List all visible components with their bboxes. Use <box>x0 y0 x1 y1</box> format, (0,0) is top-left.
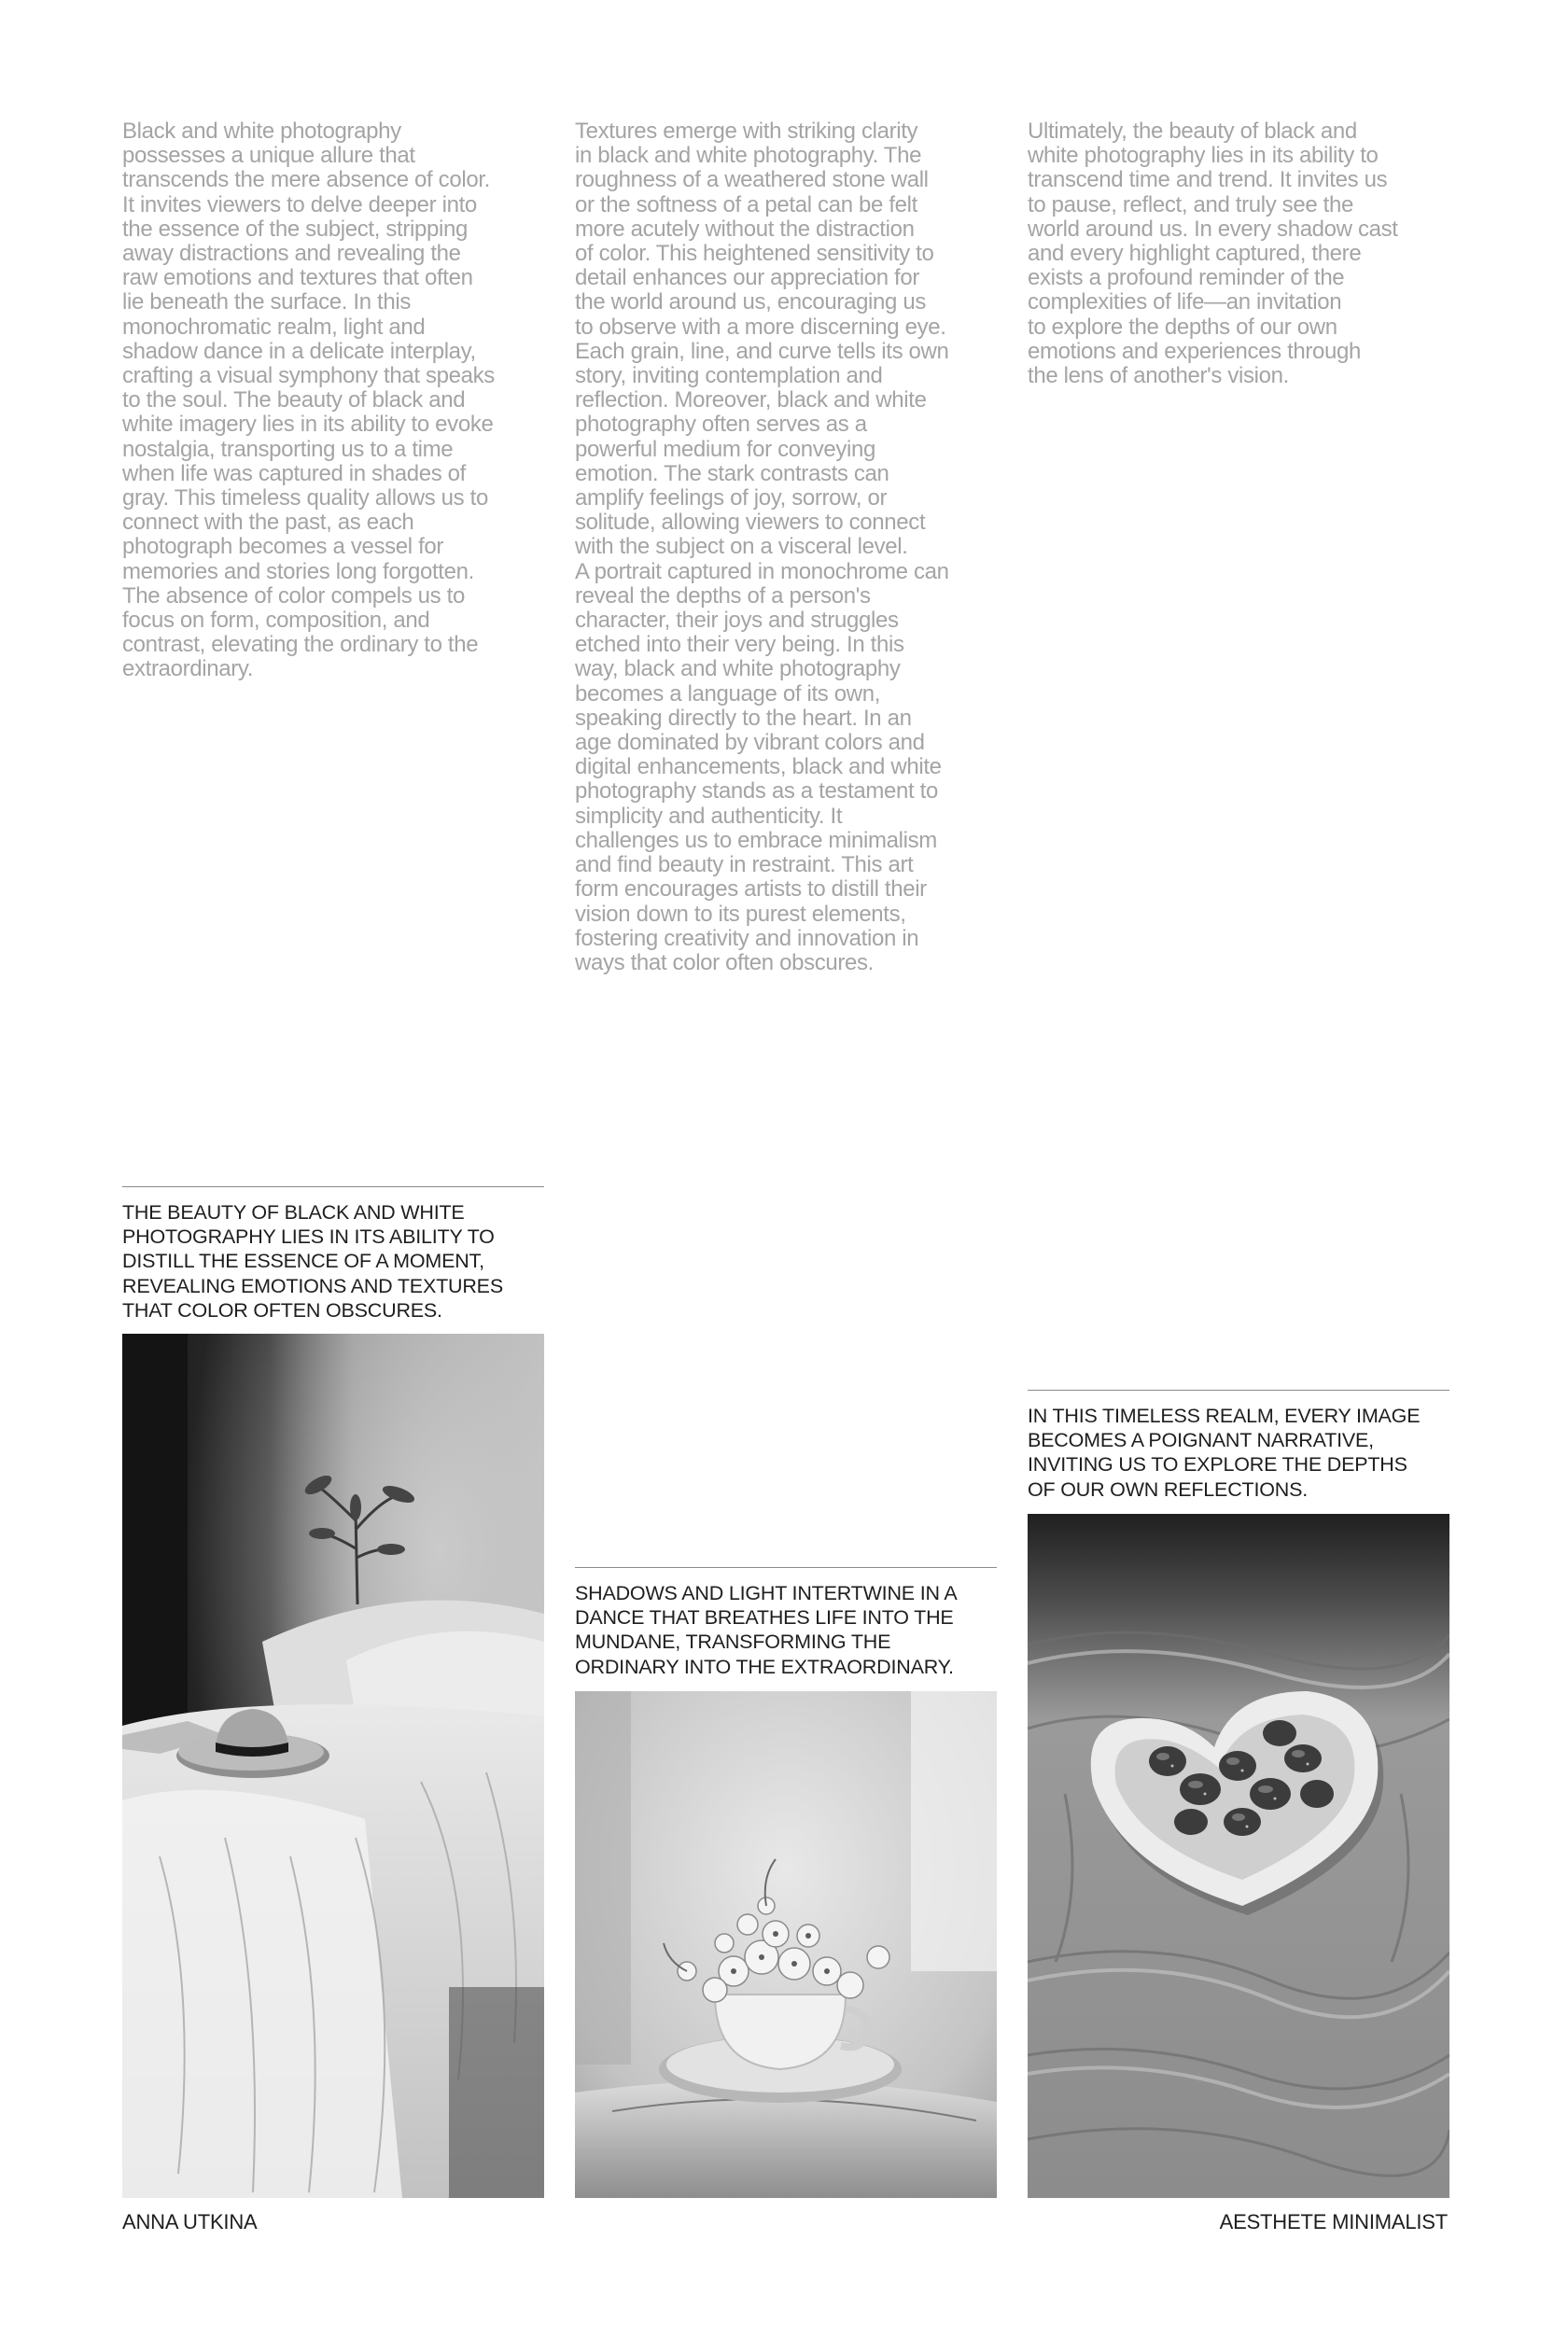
footer-brand: AESTHETE MINIMALIST <box>1219 2210 1448 2233</box>
caption-divider <box>575 1567 997 1568</box>
footer-author: ANNA UTKINA <box>122 2210 258 2233</box>
caption-divider <box>1028 1390 1449 1391</box>
caption-block-1 <box>122 1186 544 1323</box>
caption-text-1: THE BEAUTY OF BLACK AND WHITE PHOTOGRAPHY LIES IN ITS ABILITY TO DISTILL THE ESSENCE OF A MOMENT, REVEALING EMOTIONS AND TEXTURES THAT COLOR OFTEN OBSCURES. <box>122 1201 503 1322</box>
caption-text-2: SHADOWS AND LIGHT INTERTWINE IN A DANCE THAT BREATHES LIFE INTO THE MUNDANE, TRANSFORMING THE ORDINARY INTO THE EXTRAORDINARY. <box>575 1582 958 1678</box>
text-column-3: Ultimately, the beauty of black and white photography lies in its ability to transcend time and trend. It invites us to pause, reflect, and truly see the world around us. In every shadow cast and every highlight captured, there exists a profound reminder of the complexities of life—an invitation to explore the depths of our own emotions and experiences through the lens of another's vision. <box>1028 119 1398 389</box>
text-column-1: Black and white photography possesses a unique allure that transcends the mere absence of color. It invites viewers to delve deeper into the essence of the subject, stripping away distractions and revealing the raw emotions and textures that often lie beneath the surface. In this monochromatic realm, light and shadow dance in a delicate interplay, crafting a visual symphony that speaks to the soul. The beauty of black and white imagery lies in its ability to evoke nostalgia, transporting us to a time when life was captured in shades of gray. This timeless quality allows us to connect with the past, as each photograph becomes a vessel for memories and stories long forgotten. The absence of color compels us to focus on form, composition, and contrast, elevating the ordinary to the extraordinary. <box>122 119 495 682</box>
caption-text-3: IN THIS TIMELESS REALM, EVERY IMAGE BECOMES A POIGNANT NARRATIVE, INVITING US TO EXPLORE THE DEPTHS OF OUR OWN REFLECTIONS. <box>1028 1405 1421 1501</box>
text-column-2: Textures emerge with striking clarity in black and white photography. The roughness of a weathered stone wall or the softness of a petal can be felt more acutely without the distraction of color. This heightened sensitivity to detail enhances our appreciation for the world around us, encouraging us to observe with a more discerning eye. Each grain, line, and curve tells its own story, inviting contemplation and reflection. Moreover, black and white photography often serves as a powerful medium for conveying emotion. The stark contrasts can amplify feelings of joy, sorrow, or solitude, allowing viewers to connect with the subject on a visceral level. A portrait captured in monochrome can reveal the depths of a person's character, their joys and struggles etched into their very being. In this way, black and white photography becomes a language of its own, speaking directly to the heart. In an age dominated by vibrant colors and digital enhancements, black and white photography stands as a testament to simplicity and authenticity. It challenges us to embrace minimalism and find beauty in restraint. This art form encourages artists to distill their vision down to its purest elements, fostering creativity and innovation in ways that color often obscures. <box>575 119 949 975</box>
photo-bedroom-hat <box>122 1334 544 2198</box>
caption-divider <box>122 1186 544 1187</box>
photo-flowers-cup <box>575 1691 997 2198</box>
caption-block-2 <box>575 1567 997 1679</box>
caption-block-3 <box>1028 1390 1449 1502</box>
photo-heart-bowl-strawberries <box>1028 1514 1449 2198</box>
